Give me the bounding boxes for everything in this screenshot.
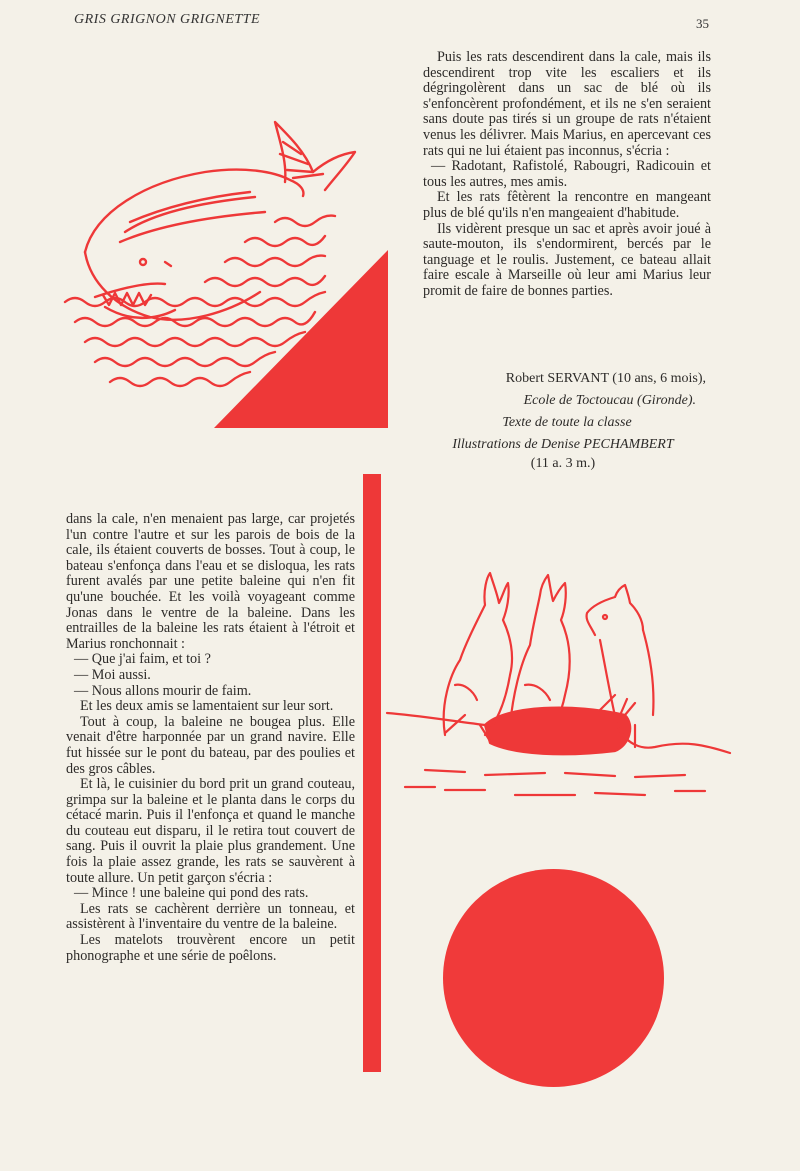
paragraph: Puis les rats descendirent dans la cale, mais ils descendirent trop vite les escaliers et ils dégringolèrent dans un sac de blé où ils s'enfoncèrent profondément, et ils ne s'en seraient sans doute pas tirés si un groupe de rats n'étaient venus les délivrer. Mais Marius, en apercevant ces rats qui ne lui étaient pas inconnus, s'écria :	[423, 49, 711, 159]
signature-block	[418, 368, 708, 472]
page-number: 35	[696, 16, 709, 31]
text-credit-line: Texte de toute la classe	[502, 415, 632, 430]
red-vertical-bar	[363, 474, 381, 1072]
paragraph: Et les rats fêtèrent la rencontre en mangeant plus de blé qu'ils n'en mangeaient d'habitude.	[423, 189, 711, 221]
top-text-column	[423, 50, 711, 300]
paragraph: — Radotant, Rafistolé, Rabougri, Radicouin et tous les autres, mes amis.	[423, 158, 711, 190]
paragraph: Ils vidèrent presque un sac et après avoir joué à saute-mouton, ils s'endormirent, bercés par le tanguage et le roulis. Justement, ce bateau allait faire escale à Marseille où leur ami Marius leur promit de faire de bonnes parties.	[423, 220, 711, 299]
paragraph: — Nous allons mourir de faim.	[74, 682, 252, 699]
running-title: GRIS GRIGNON GRIGNETTE	[74, 12, 260, 27]
paragraph: Et les deux amis se lamentaient sur leur sort.	[80, 698, 334, 715]
paragraph: — Moi aussi.	[74, 666, 151, 683]
bottom-text-column	[66, 512, 355, 964]
school-line: Ecole de Toctoucau (Gironde).	[523, 393, 696, 408]
paragraph: — Que j'ai faim, et toi ?	[74, 651, 211, 668]
illustrations-credit-line: Illustrations de Denise PECHAMBERT	[452, 437, 674, 452]
paragraph: Et là, le cuisinier du bord prit un grand couteau, grimpa sur la baleine et le planta dans le corps du cétacé marin. Puis il l'enfonça et quand le manche du couteau eut disparu, il le retira tout couvert de sang. Puis il ouvrit la plaie plus grandement. Une fois la plaie assez grande, les rats se sauvèrent à toute allure. Un petit garçon s'écria :	[66, 776, 355, 886]
rats-illustration	[385, 565, 735, 805]
red-triangle-shape	[214, 250, 389, 434]
paragraph: dans la cale, n'en menaient pas large, car projetés l'un contre l'autre et sur les parois de bois de la cale, ils étaient couverts de bosses. Tout à coup, le bateau s'enfonça dans l'eau et se disloqua, les rats furent avalés par une petite baleine qui n'en fit qu'une bouchée. Et les voilà voyageant comme Jonas dans le ventre de la baleine. Dans les entrailles de la baleine les rats étaient à l'étroit et Marius ronchonnait :	[66, 511, 355, 652]
author-line: Robert SERVANT (10 ans, 6 mois),	[505, 371, 706, 386]
paragraph: Tout à coup, la baleine ne bougea plus. Elle venait d'être harponnée par un grand navire. Elle fut hissée sur le pont du bateau, par des poulies et des gros câbles.	[66, 713, 355, 777]
illustrator-age-line: (11 a. 3 m.)	[530, 456, 596, 471]
paragraph: Les rats se cachèrent derrière un tonneau, et assistèrent à l'inventaire du ventre de la baleine.	[66, 900, 355, 933]
paragraph: Les matelots trouvèrent encore un petit phonographe et une série de poêlons.	[66, 932, 355, 964]
paragraph: — Mince ! une baleine qui pond des rats.	[74, 885, 309, 902]
red-circle-shape	[443, 869, 664, 1087]
